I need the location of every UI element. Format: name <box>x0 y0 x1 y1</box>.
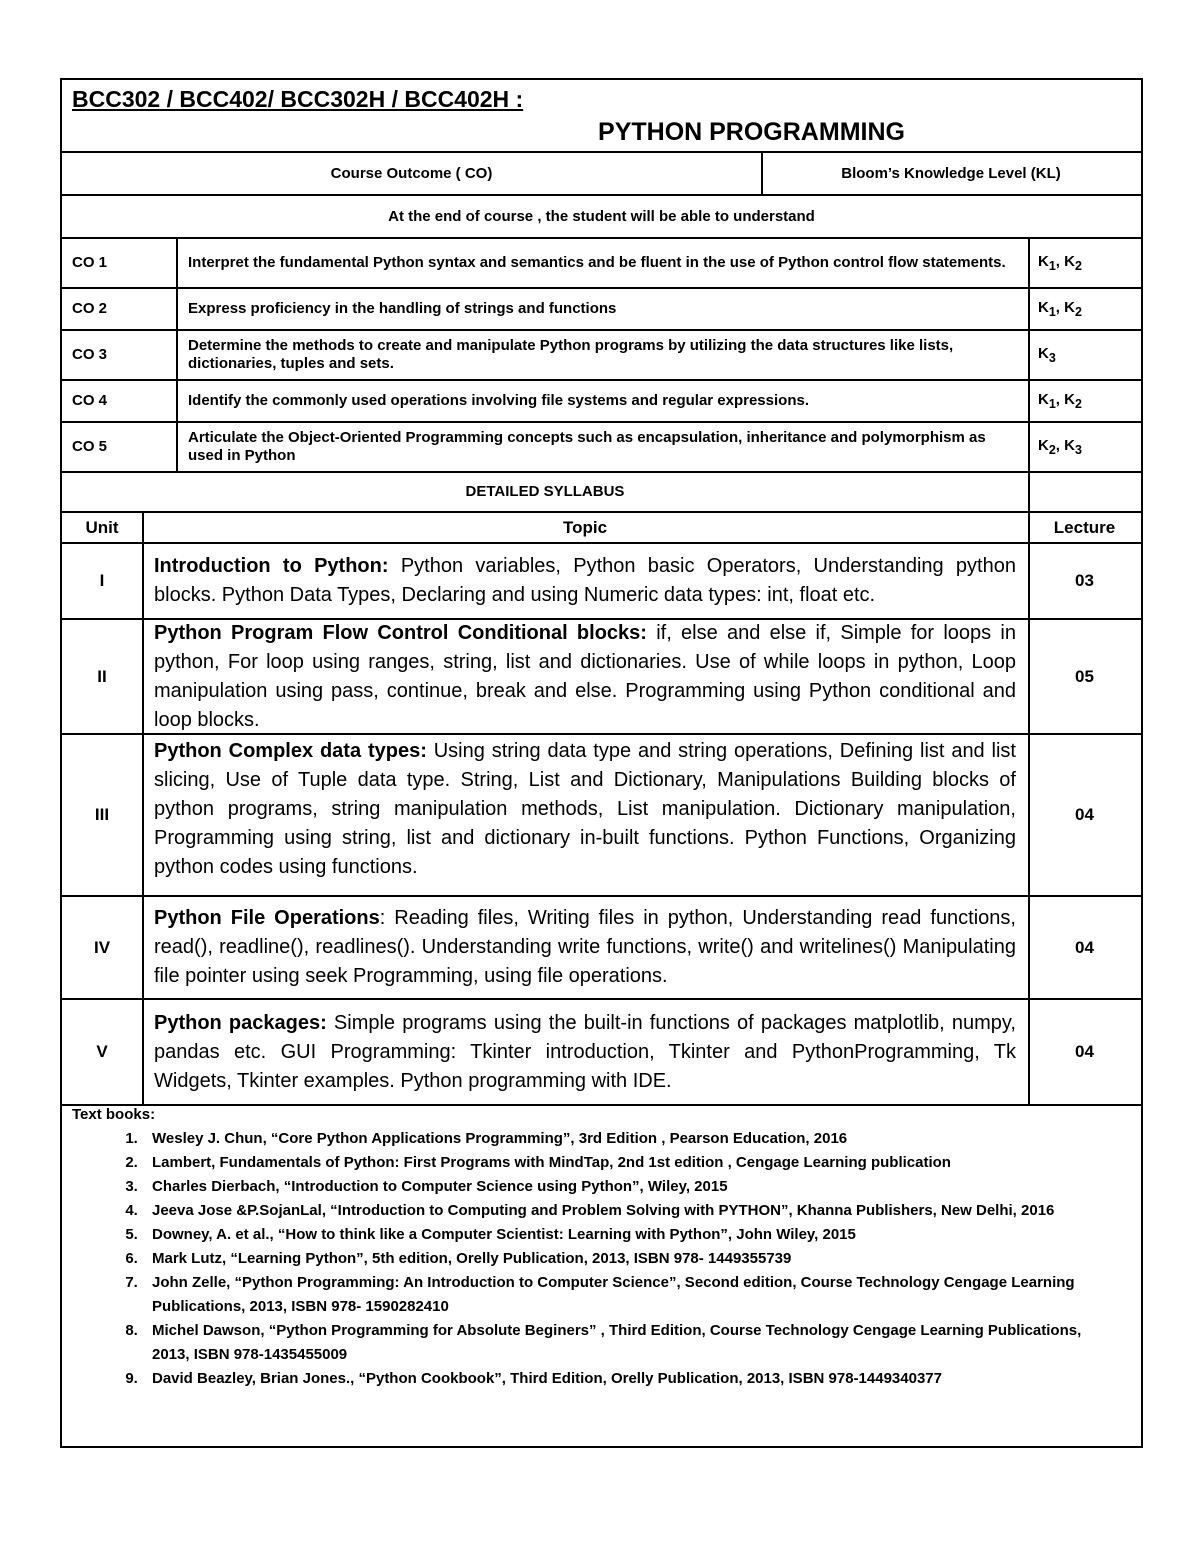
lecture-header: Lecture <box>1053 517 1116 537</box>
topic-header: Topic <box>562 517 608 537</box>
textbooks-heading: Text books: <box>72 1106 156 1123</box>
co-id: CO 1 <box>72 254 108 272</box>
co-intro-row <box>62 196 1141 239</box>
syllabus-heading-row <box>62 473 1141 513</box>
lecture-count: 03 <box>1075 571 1094 591</box>
co-description: Identify the commonly used operations involving file systems and regular expressions. <box>188 392 809 409</box>
knowledge-level-header: Bloom’s Knowledge Level (KL) <box>841 164 1061 182</box>
unit-body: if, else and else if, Simple for loops in python, For loop using ranges, string, list and dictionaries. Use of while loops in python, Loop manipulation using pass, continue, break and else. Programming using Python conditional and loop blocks. <box>154 621 1016 731</box>
co-kl: $K_1$, $K_2$ <box>1038 252 1082 273</box>
co-header-row <box>62 153 1141 196</box>
syllabus-heading: DETAILED SYLLABUS <box>465 483 625 501</box>
co-kl: $K_1$, $K_2$ <box>1038 390 1082 411</box>
unit-title: Introduction to Python: <box>154 555 389 577</box>
co-row <box>62 289 1141 331</box>
syllabus-unit-row <box>62 735 1141 897</box>
co-description: Determine the methods to create and manipulate Python programs by utilizing the data structures like lists, dictionaries, tuples and sets. <box>188 337 954 372</box>
unit-number: I <box>99 571 105 591</box>
co-kl: $K_2$, $K_3$ <box>1038 436 1082 457</box>
textbook-item: 5. Downey, A. et al., “How to think like a Computer Scientist: Learning with Python”, John Wiley, 2015 <box>142 1223 1121 1247</box>
co-row <box>62 423 1141 473</box>
textbook-item: 6. Mark Lutz, “Learning Python”, 5th edition, Orelly Publication, 2013, ISBN 978- 1449355739 <box>142 1247 1121 1271</box>
unit-number: V <box>96 1042 108 1062</box>
unit-title: Python Complex data types: <box>154 740 427 762</box>
textbook-item: 2. Lambert, Fundamentals of Python: First Programs with MindTap, 2nd 1st edition , Cengage Learning publication <box>142 1151 1121 1175</box>
lecture-count: 05 <box>1075 666 1094 686</box>
unit-body: : Reading files, Writing files in python, Understanding read functions, read(), readline(), readlines(). Understanding write functions, write() and writelines() Manipulating file pointer using seek Programming, using file operations. <box>154 907 1016 987</box>
lecture-count: 04 <box>1075 937 1094 957</box>
co-id: CO 5 <box>72 438 108 456</box>
textbook-item: 8. Michel Dawson, “Python Programming for Absolute Beginers” , Third Edition, Course Technology Cengage Learning Publications, 2013, ISBN 978-1435455009 <box>142 1319 1121 1367</box>
co-description: Express proficiency in the handling of strings and functions <box>188 300 617 317</box>
textbook-item: 9. David Beazley, Brian Jones., “Python Cookbook”, Third Edition, Orelly Publication, 2013, ISBN 978-1449340377 <box>142 1367 1121 1391</box>
textbook-item: 7. John Zelle, “Python Programming: An Introduction to Computer Science”, Second edition, Course Technology Cengage Learning Publications, 2013, ISBN 978- 1590282410 <box>142 1271 1121 1319</box>
textbook-item: 1. Wesley J. Chun, “Core Python Applications Programming”, 3rd Edition , Pearson Education, 2016 <box>142 1127 1121 1151</box>
syllabus-unit-row <box>62 620 1141 735</box>
co-row <box>62 331 1141 381</box>
co-id: CO 3 <box>72 346 108 364</box>
unit-number: III <box>94 805 110 825</box>
course-outcome-header: Course Outcome ( CO) <box>330 164 493 182</box>
unit-body: Python variables, Python basic Operators, Understanding python blocks. Python Data Types, Declaring and using Numeric data types: int, float etc. <box>154 555 1016 606</box>
co-row <box>62 239 1141 289</box>
syllabus-document <box>60 78 1143 1448</box>
textbooks-section <box>72 1106 1121 1391</box>
co-kl: $K_3$ <box>1038 344 1056 365</box>
unit-number: II <box>97 666 107 686</box>
course-header <box>62 80 1141 153</box>
unit-title: Python File Operations <box>154 907 380 929</box>
lecture-count: 04 <box>1075 1042 1094 1062</box>
syllabus-unit-row <box>62 897 1141 1000</box>
unit-body: Simple programs using the built-in functions of packages matplotlib, numpy, pandas etc. GUI Programming: Tkinter introduction, Tkinter and PythonProgramming, Tk Widgets, Tkinter examples. Python programming with IDE. <box>154 1011 1016 1092</box>
syllabus-unit-row <box>62 1000 1141 1106</box>
unit-title: Python Program Flow Control Conditional blocks: <box>154 621 647 644</box>
textbook-item: 3. Charles Dierbach, “Introduction to Computer Science using Python”, Wiley, 2015 <box>142 1175 1121 1199</box>
textbook-item: 4. Jeeva Jose &P.SojanLal, “Introduction to Computing and Problem Solving with PYTHON”, Khanna Publishers, New Delhi, 2016 <box>142 1199 1121 1223</box>
unit-body: Using string data type and string operations, Defining list and list slicing, Use of Tuple data type. String, List and Dictionary, Manipulations Building blocks of python programs, string manipulation methods, List manipulation. Dictionary manipulation, Programming using string, list and dictionary in-built functions. Python Functions, Organizing python codes using functions. <box>154 740 1016 878</box>
syllabus-unit-row <box>62 544 1141 620</box>
co-kl: $K_1$, $K_2$ <box>1038 298 1082 319</box>
course-code: BCC302 / BCC402/ BCC302H / BCC402H : <box>72 86 524 112</box>
co-row <box>62 381 1141 423</box>
lecture-count: 04 <box>1075 805 1094 825</box>
co-description: Articulate the Object-Oriented Programming concepts such as encapsulation, inheritance and polymorphism as used in Python <box>188 429 986 464</box>
unit-number: IV <box>93 937 111 957</box>
co-description: Interpret the fundamental Python syntax and semantics and be fluent in the use of Python control flow statements. <box>188 254 1006 271</box>
syllabus-header-row <box>62 513 1141 544</box>
co-id: CO 4 <box>72 392 108 410</box>
co-id: CO 2 <box>72 300 108 318</box>
unit-title: Python packages: <box>154 1011 327 1034</box>
co-intro-text: At the end of course , the student will be able to understand <box>388 207 815 225</box>
unit-header: Unit <box>85 517 119 537</box>
course-title: PYTHON PROGRAMMING <box>598 118 905 146</box>
textbooks-list <box>72 1127 1121 1391</box>
